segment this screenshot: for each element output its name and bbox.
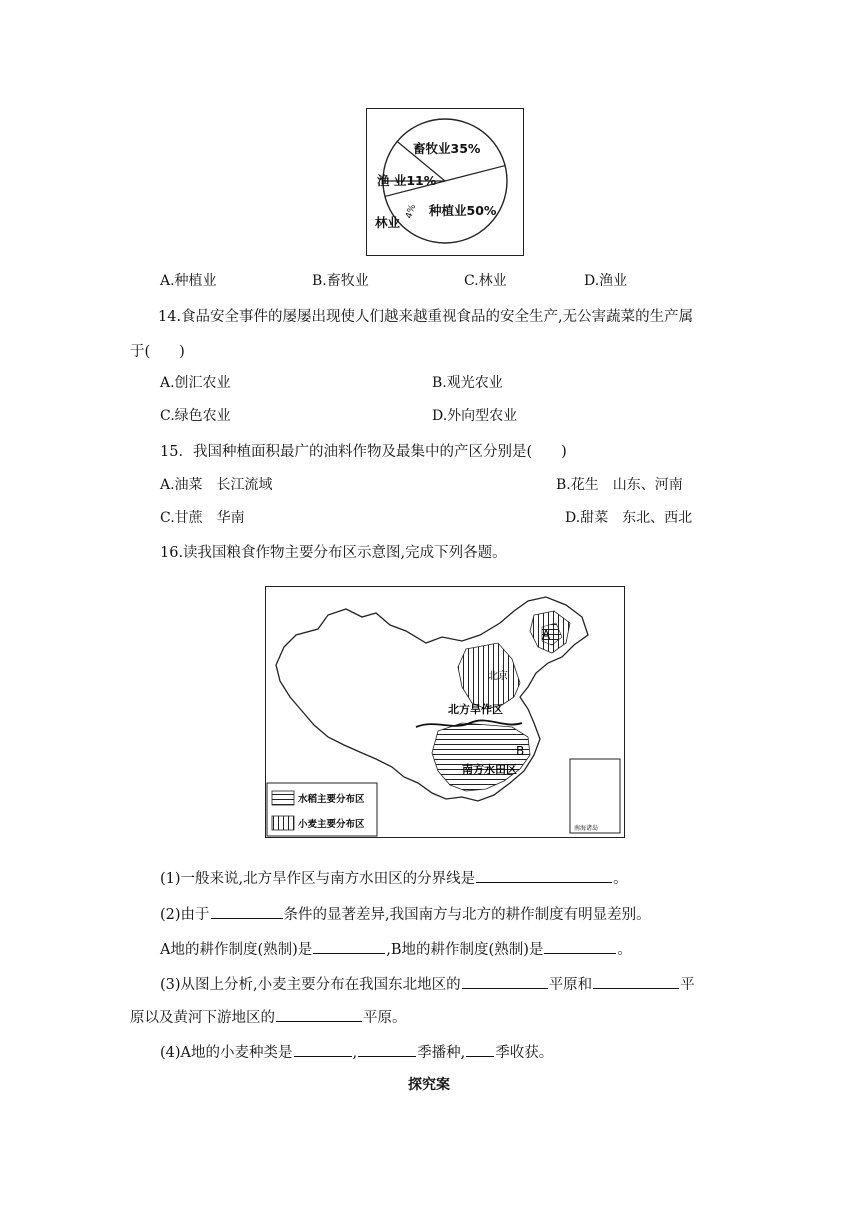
pie-label-forestry: 林业	[375, 215, 401, 230]
pie-figure	[366, 108, 524, 256]
q16-sub2b-post: 。	[617, 942, 632, 958]
q14-option-a: A.创汇农业	[160, 375, 231, 391]
q16-sub4	[160, 1041, 553, 1062]
q16-sub1-pre: (1)一般来说,北方旱作区与南方水田区的分界线是	[160, 871, 476, 887]
q16-sub4-blank-1[interactable]	[294, 1042, 352, 1057]
legend-wheat-swatch	[272, 816, 294, 830]
q15-stem: 15．我国种植面积最广的油料作物及最集中的产区分别是( )	[160, 444, 567, 460]
china-crop-map	[265, 586, 625, 838]
q16-sub3-post1: 平	[680, 977, 695, 993]
map-label-north-dry: 北方旱作区	[448, 703, 503, 716]
map-label-beijing: 北京	[488, 671, 508, 682]
q16-sub2b	[160, 938, 632, 959]
pie-label-livestock: 畜牧业35%	[413, 141, 481, 156]
q16-sub4-mid1: ,	[352, 1045, 358, 1061]
q13-option-d: D.渔业	[584, 273, 628, 289]
q14-option-d: D.外向型农业	[432, 408, 518, 424]
q16-sub2-post: 条件的显著差异,我国南方与北方的耕作制度有明显差别。	[283, 907, 651, 923]
map-svg	[266, 587, 624, 837]
legend-wheat-label: 小麦主要分布区	[298, 819, 365, 830]
pie-label-fishery: 渔 业11%	[377, 173, 437, 188]
q16-sub2b-mid: ,B地的耕作制度(熟制)是	[386, 942, 544, 958]
pie-label-planting: 种植业50%	[429, 203, 497, 218]
q16-sub2b-blank-b[interactable]	[544, 939, 616, 954]
q16-sub1-blank[interactable]	[476, 868, 612, 883]
q13-option-c: C.林业	[464, 273, 507, 289]
pie-divider-1	[445, 166, 505, 181]
q16-sub4-mid2: 季播种,	[417, 1045, 466, 1061]
q16-sub2b-blank-a[interactable]	[313, 939, 385, 954]
q13-option-b: B.畜牧业	[312, 273, 369, 289]
map-label-b: B	[516, 744, 525, 758]
q15-option-a: A.油菜 长江流域	[160, 477, 273, 493]
map-inset-label: 南海诸岛	[574, 825, 599, 832]
q15-option-c: C.甘蔗 华南	[160, 510, 245, 526]
q16-sub3-blank-3[interactable]	[276, 1007, 362, 1022]
q16-sub3-line1	[160, 973, 695, 994]
pie-label-forestry-pct: 4%	[404, 203, 419, 220]
q16-sub4-blank-2[interactable]	[358, 1042, 416, 1057]
q15-option-d: D.甜菜 东北、西北	[565, 510, 693, 526]
q16-sub3-blank-1[interactable]	[462, 974, 548, 989]
legend-rice-swatch	[272, 791, 294, 805]
map-label-a: A	[542, 628, 551, 642]
map-label-south-paddy: 南方水田区	[462, 763, 517, 776]
q14-option-c: C.绿色农业	[160, 408, 231, 424]
q16-sub3-line2-post: 平原。	[363, 1010, 407, 1026]
q16-sub3-line2	[130, 1006, 407, 1027]
q16-sub4-pre: (4)A地的小麦种类是	[160, 1045, 293, 1061]
section-title: 探究案	[408, 1077, 450, 1093]
q16-sub2b-a: A地的耕作制度(熟制)是	[160, 942, 313, 958]
q13-option-a: A.种植业	[160, 273, 217, 289]
q16-sub3-mid1: 平原和	[548, 977, 593, 993]
q16-sub1	[160, 867, 628, 888]
q16-sub3-line2-pre: 原以及黄河下游地区的	[130, 1010, 275, 1026]
q16-sub3-pre: (3)从图上分析,小麦主要分布在我国东北地区的	[160, 977, 461, 993]
q16-sub4-blank-3[interactable]	[466, 1042, 494, 1057]
map-inset-box	[570, 759, 620, 833]
q16-sub1-post: 。	[613, 871, 628, 887]
q16-sub4-post: 季收获。	[495, 1045, 554, 1061]
legend-rice-label: 水稻主要分布区	[298, 794, 365, 805]
q14-option-b: B.观光农业	[432, 375, 503, 391]
q16-sub2	[160, 903, 651, 924]
q14-stem-line2: 于( )	[130, 344, 185, 360]
q14-stem-line1: 14.食品安全事件的屡屡出现使人们越来越重视食品的安全生产,无公害蔬菜的生产属	[158, 309, 694, 325]
q16-sub2-pre: (2)由于	[160, 907, 210, 923]
pie-chart	[367, 109, 523, 255]
q16-sub3-blank-2[interactable]	[593, 974, 679, 989]
q16-sub2-blank[interactable]	[211, 904, 283, 919]
q16-stem: 16.读我国粮食作物主要分布区示意图,完成下列各题。	[160, 545, 507, 561]
q15-option-b: B.花生 山东、河南	[556, 477, 683, 493]
